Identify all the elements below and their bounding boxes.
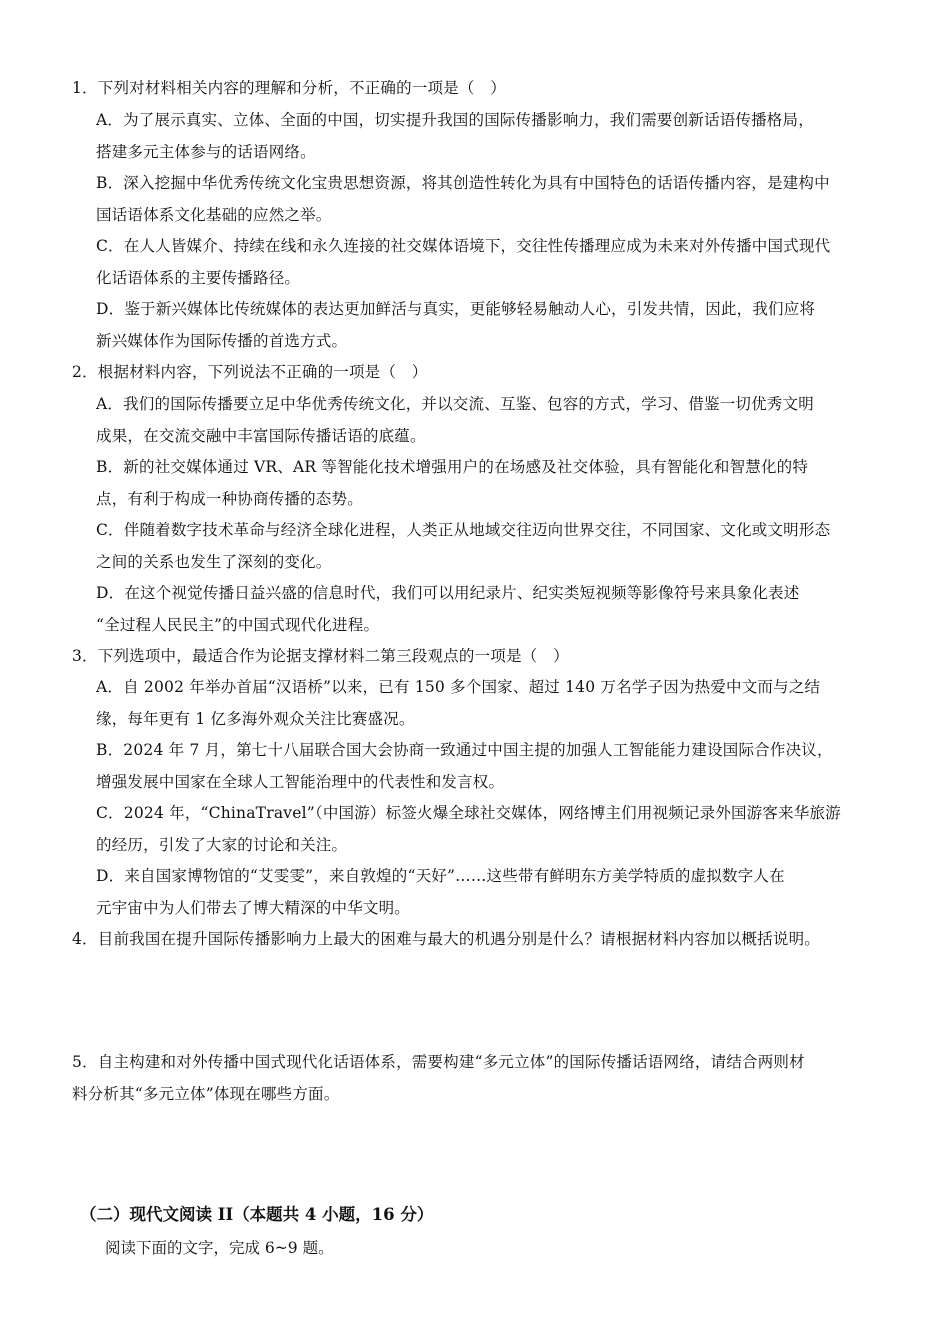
option-line: 化话语体系的主要传播路径。: [96, 269, 301, 287]
option-line: B．新的社交媒体通过 VR、AR 等智能化技术增强用户的在场感及社交体验，具有智能化和智慧化的特: [96, 458, 809, 476]
option-line: D．来自国家博物馆的“艾雯雯”，来自敦煌的“天好”……这些带有鲜明东方美学特质的虚拟数字人在: [96, 867, 785, 885]
option-line: 的经历，引发了大家的讨论和关注。: [96, 836, 348, 854]
question-1-stem: 1．下列对材料相关内容的理解和分析，不正确的一项是（ ）: [72, 79, 506, 97]
option-line: 点，有利于构成一种协商传播的态势。: [96, 490, 363, 508]
option-line: 成果，在交流交融中丰富国际传播话语的底蕴。: [96, 427, 426, 445]
option-line: 新兴媒体作为国际传播的首选方式。: [96, 332, 348, 350]
option-line: 搭建多元主体参与的话语网络。: [96, 143, 316, 161]
question-2-stem: 2．根据材料内容，下列说法不正确的一项是（ ）: [72, 363, 428, 381]
option-line: B．2024 年 7 月，第七十八届联合国大会协商一致通过中国主提的加强人工智能能力建设国际合作决议，: [96, 741, 833, 759]
option-line: 元宇宙中为人们带去了博大精深的中华文明。: [96, 899, 411, 917]
section-title: （二）现代文阅读 II（本题共 4 小题，16 分）: [80, 1205, 434, 1224]
option-line: A．自 2002 年举办首届“汉语桥”以来，已有 150 多个国家、超过 140 万名学子因为热爱中文而与之结: [96, 678, 821, 696]
option-line: A．我们的国际传播要立足中华优秀传统文化，并以交流、互鉴、包容的方式，学习、借鉴一切优秀文明: [96, 395, 814, 413]
question-1-option-b: [96, 167, 886, 231]
option-line: 之间的关系也发生了深刻的变化。: [96, 553, 332, 571]
section-instruction: 阅读下面的文字，完成 6~9 题。: [105, 1239, 334, 1257]
option-line: C．在人人皆媒介、持续在线和永久连接的社交媒体语境下，交往性传播理应成为未来对外传播中国式现代: [96, 237, 831, 255]
question-2-option-c: [96, 514, 886, 578]
option-line: A．为了展示真实、立体、全面的中国，切实提升我国的国际传播影响力，我们需要创新话语传播格局，: [96, 111, 814, 129]
option-line: “全过程人民民主”的中国式现代化进程。: [96, 616, 380, 634]
question-5-line: 5．自主构建和对外传播中国式现代化话语体系，需要构建“多元立体”的国际传播话语网络，请结合两则材: [72, 1053, 805, 1071]
question-5-line: 料分析其“多元立体”体现在哪些方面。: [72, 1085, 340, 1103]
option-line: 国话语体系文化基础的应然之举。: [96, 206, 332, 224]
question-3-option-a: [96, 671, 886, 735]
option-line: 增强发展中国家在全球人工智能治理中的代表性和发言权。: [96, 773, 505, 791]
question-3-stem: 3．下列选项中，最适合作为论据支撑材料二第三段观点的一项是（ ）: [72, 647, 569, 665]
question-4-stem: 4．目前我国在提升国际传播影响力上最大的困难与最大的机遇分别是什么？请根据材料内容加以概括说明。: [72, 930, 820, 948]
option-line: 缘，每年更有 1 亿多海外观众关注比赛盛况。: [96, 710, 415, 728]
question-1-option-d: [96, 293, 886, 357]
question-2-option-d: [96, 577, 886, 641]
option-line: D．在这个视觉传播日益兴盛的信息时代，我们可以用纪录片、纪实类短视频等影像符号来具象化表述: [96, 584, 800, 602]
question-1-option-c: [96, 230, 886, 294]
option-line: B．深入挖掘中华优秀传统文化宝贵思想资源，将其创造性转化为具有中国特色的话语传播内容，是建构中: [96, 174, 830, 192]
option-line: D．鉴于新兴媒体比传统媒体的表达更加鲜活与真实，更能够轻易触动人心，引发共情，因此，我们应将: [96, 300, 816, 318]
question-5-stem: [72, 1046, 882, 1110]
question-1-option-a: [96, 104, 886, 168]
question-3-option-c: [96, 797, 886, 861]
question-2-option-b: [96, 451, 886, 515]
question-2-option-a: [96, 388, 886, 452]
question-3-option-b: [96, 734, 886, 798]
question-3-option-d: [96, 860, 886, 924]
option-line: C．2024 年，“ChinaTravel”（中国游）标签火爆全球社交媒体，网络博主们用视频记录外国游客来华旅游: [96, 804, 841, 822]
option-line: C．伴随着数字技术革命与经济全球化进程，人类正从地域交往迈向世界交往，不同国家、文化或文明形态: [96, 521, 831, 539]
